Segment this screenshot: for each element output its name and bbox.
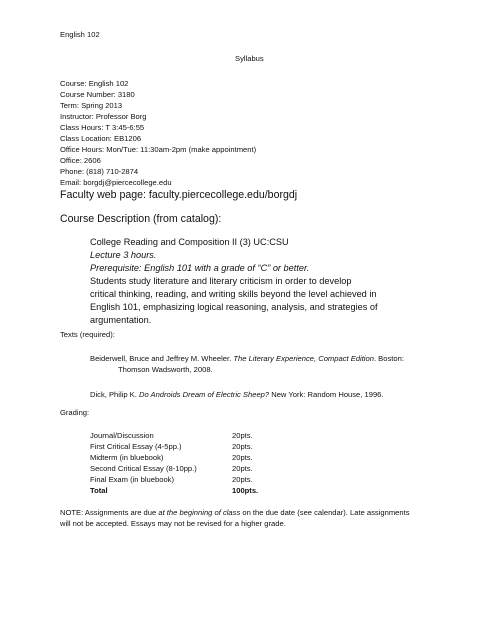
office: Office: 2606 bbox=[60, 156, 101, 165]
text-book-1 bbox=[90, 354, 404, 364]
book-2-publisher: New York: Random House, 1996. bbox=[269, 390, 384, 399]
book-2-title: Do Androids Dream of Electric Sheep? bbox=[138, 390, 270, 399]
grading-total-label: Total bbox=[90, 486, 108, 495]
email: Email: borgdj@piercecollege.edu bbox=[60, 178, 172, 187]
book-1-publisher: . Boston: bbox=[373, 354, 404, 363]
grading-item: Journal/Discussion bbox=[90, 431, 154, 440]
faculty-web-page: Faculty web page: faculty.piercecollege.edu/borgdj bbox=[60, 189, 298, 201]
course-number: Course Number: 3180 bbox=[60, 90, 135, 99]
texts-heading: Texts (required): bbox=[60, 330, 115, 339]
office-hours: Office Hours: Mon/Tue: 11:30am-2pm (make appointment) bbox=[60, 145, 257, 154]
late-policy-note bbox=[60, 508, 410, 518]
description-heading: Course Description (from catalog): bbox=[60, 213, 222, 225]
course-term: Term: Spring 2013 bbox=[60, 101, 123, 110]
grading-item: Final Exam (in bluebook) bbox=[90, 475, 174, 484]
grading-item: Second Critical Essay (8-10pp.) bbox=[90, 464, 197, 473]
grading-item: Midterm (in bluebook) bbox=[90, 453, 164, 462]
description-line: argumentation. bbox=[90, 315, 152, 325]
grading-points: 20pts. bbox=[232, 475, 253, 484]
note-text: NOTE: Assignments are due bbox=[60, 508, 159, 517]
text-book-2 bbox=[90, 390, 384, 400]
course-name: Course: English 102 bbox=[60, 79, 129, 88]
book-2-author: Dick, Philip K. bbox=[90, 390, 137, 399]
phone: Phone: (818) 710-2874 bbox=[60, 167, 139, 176]
class-hours: Class Hours: T 3:45-6:55 bbox=[60, 123, 145, 132]
book-1-publisher-line: Thomson Wadsworth, 2008. bbox=[118, 365, 213, 374]
course-catalog-title: College Reading and Composition II (3) UC:CSU bbox=[90, 237, 289, 247]
grading-heading: Grading: bbox=[60, 408, 90, 417]
grading-points: 20pts. bbox=[232, 453, 253, 462]
grading-total-points: 100pts. bbox=[232, 486, 259, 495]
instructor: Instructor: Professor Borg bbox=[60, 112, 147, 121]
book-1-authors: Beiderwell, Bruce and Jeffrey M. Wheeler. bbox=[90, 354, 232, 363]
note-emphasis: at the beginning of class bbox=[158, 508, 241, 517]
description-line: Students study literature and literary criticism in order to develop bbox=[90, 276, 352, 286]
prerequisite: Prerequisite: English 101 with a grade of “C” or better. bbox=[90, 263, 310, 273]
description-line: English 101, emphasizing logical reasoning, analysis, and strategies of bbox=[90, 302, 378, 312]
class-location: Class Location: EB1206 bbox=[60, 134, 142, 143]
grading-item: First Critical Essay (4-5pp.) bbox=[90, 442, 182, 451]
grading-points: 20pts. bbox=[232, 442, 253, 451]
course-header: English 102 bbox=[60, 30, 100, 39]
description-line: critical thinking, reading, and writing skills beyond the level achieved in bbox=[90, 289, 377, 299]
book-1-title: The Literary Experience, Compact Edition bbox=[233, 354, 374, 363]
late-policy-note-line2: will not be accepted. Essays may not be revised for a higher grade. bbox=[60, 519, 286, 528]
lecture-hours: Lecture 3 hours. bbox=[90, 250, 157, 260]
grading-points: 20pts. bbox=[232, 431, 253, 440]
grading-points: 20pts. bbox=[232, 464, 253, 473]
note-text: on the due date (see calendar). Late assignments bbox=[240, 508, 410, 517]
syllabus-title: Syllabus bbox=[235, 54, 264, 63]
